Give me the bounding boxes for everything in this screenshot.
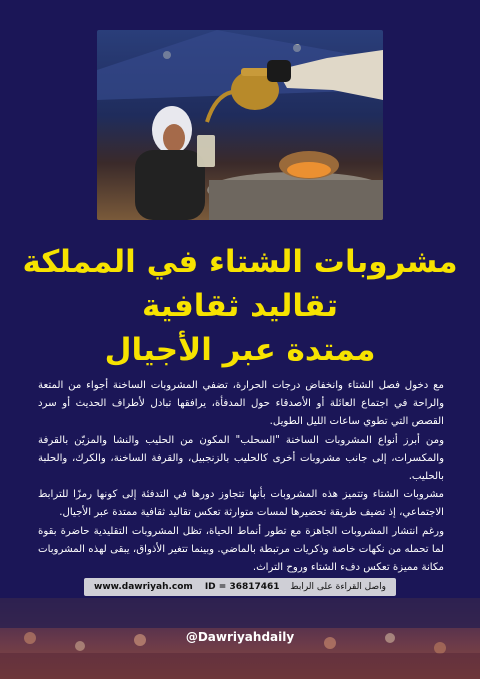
article-id: ID = 36817461 [204,582,280,592]
hero-photo-illustration [97,30,383,220]
paragraph-2: ومن أبرز أنواع المشروبات الساخنة "السحلب" المكون من الحليب والنشا والمزيّن بالقرفة والمكسرات، إلى جانب مشروبات أخرى كالحليب بالزنجبيل، والقرفة الساخنة، والكرك، والحلبة بالحليب. [38,434,444,483]
headline [20,240,460,372]
social-handle[interactable]: @Dawriyahdaily [185,630,295,644]
paragraph-4: ورغم انتشار المشروبات الجاهزة مع تطور أنماط الحياة، تظل المشروبات التقليدية حاضرة بقوة لما تحمله من نكهات خاصة وذكريات مرتبطة بالماضي. وبينما تتغير الأذواق، يبقى لهذه المشروبات مكانة مميزة تعكس دفء الشتاء وروح التراث. [38,525,444,574]
headline-line-2: تقاليد ثقافية [142,288,338,324]
read-more-bar[interactable] [84,578,396,596]
headline-line-1: مشروبات الشتاء في المملكة [22,244,458,280]
hero-photo [97,30,383,220]
link-info [94,582,280,592]
article-body [38,377,444,577]
read-more-label: واصل القراءة على الرابط [290,582,386,592]
website-link[interactable]: www.dawriyah.com [94,582,193,592]
headline-line-3: ممتدة عبر الأجيال [104,332,376,368]
paragraph-3: مشروبات الشتاء وتتميز هذه المشروبات بأنها تتجاوز دورها في التدفئة إلى كونها رمزًا للترابط الاجتماعي، إذ تضيف طريقة تحضيرها لمسات متوارثة تعكس تقاليد ثقافية ممتدة عبر الأجيال. [38,489,444,519]
paragraph-1: مع دخول فصل الشتاء وانخفاض درجات الحرارة، تضفي المشروبات الساخنة أجواء من المتعة والراحة في اجتماع العائلة أو الأصدقاء حول المدفأة، يرافقها تبادل لأطراف الحديث أو سرد القصص التي تطوي ساعات الليل الطويل. [38,380,444,428]
